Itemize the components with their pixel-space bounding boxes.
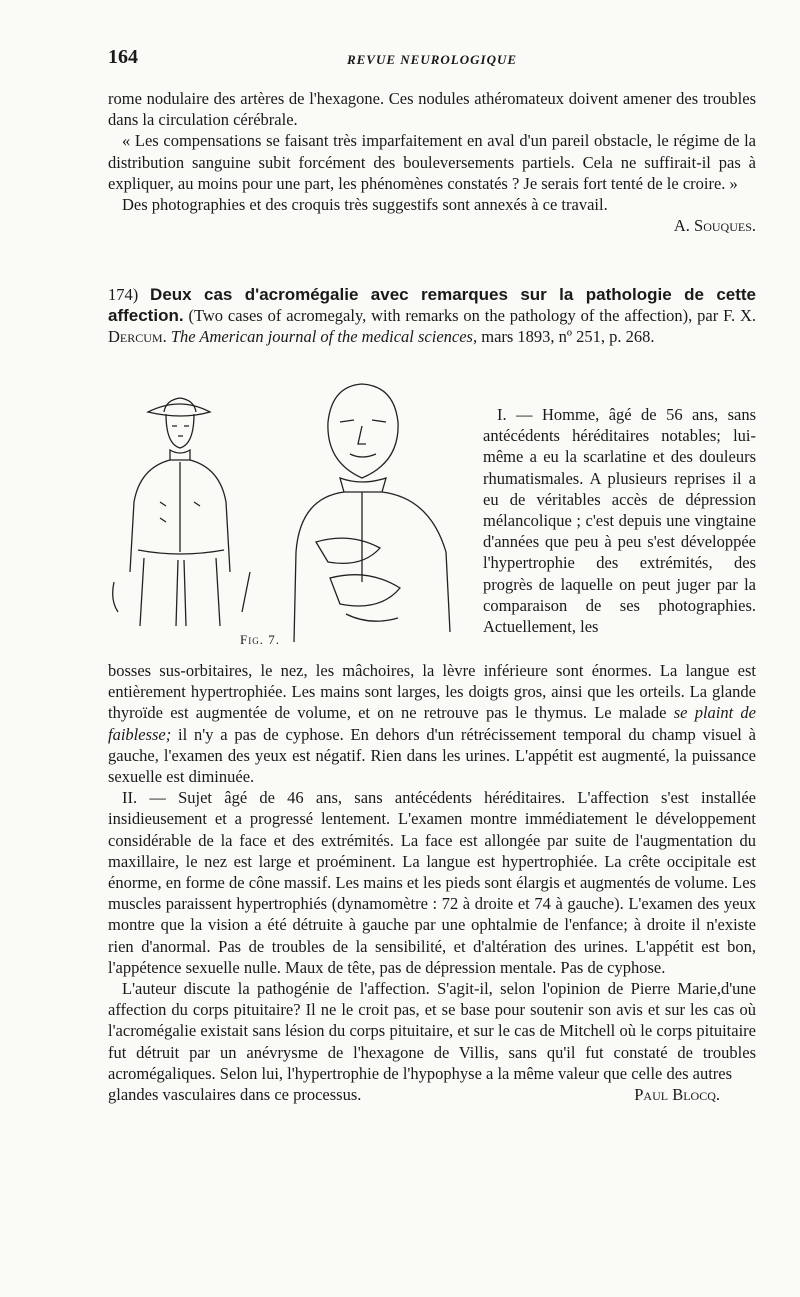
case-1-continuation: bosses sus-orbitaires, le nez, les mâchoires, la lèvre inférieure sont énormes. La langue est entièrement hypertrophiée. Les mains sont larges, les doigts gros, ainsi que les orteils. La glande thyroïde est augmentée de volume, et on ne retrouve pas le thymus. Le malade se plaint de faiblesse; il n'y a pas de cyphose. En dehors d'un rétrécissement temporal du champ visuel à gauche, l'examen des yeux est négatif. Rien dans les urines. L'appétit est augmenté, la puissance sexuelle est diminuée. [108, 661, 757, 787]
discussion-paragraph: L'auteur discute la pathogénie de l'affection. S'agit-il, selon l'opinion de Pierre Marie,d'une affection du corps pituitaire? Il ne le croit pas, et se base pour soutenir son avis et sur les cas où l'acromégalie existait sans lésion du corps pituitaire, et sur le cas de Mitchell où le corps pituitaire fut détruit par un anévrysme de l'hexagone de Villis, sans qu'il fut constaté de troubles acromégaliques. Selon lui, l'hypertrophie de l'hypophyse a la même valeur que celle des autres [108, 979, 756, 1083]
mouth [350, 454, 376, 457]
page-header [108, 46, 756, 76]
article-title: Deux cas d'acromégalie avec remarques sur la pathologie de cette affection. [108, 285, 757, 326]
paragraph: rome nodulaire des artères de l'hexagone. Ces nodules athéromateux doivent amener des troubles dans la circulation cérébrale. [108, 89, 756, 130]
belt [138, 550, 224, 554]
legs [140, 558, 220, 626]
lap-line [346, 614, 398, 621]
case-2-paragraph: II. — Sujet âgé de 46 ans, sans antécédents héréditaires. L'affection s'est installée insidieusement et a progressé lentement. L'examen montre immédiatement le développement considérable de la face et des extrémités. La face est allongée par suite de l'augmentation du maxillaire, le nez est large et proéminent. La langue est hypertrophiée. La crête occipitale est énorme, en forme de cône massif. Les mains et les pieds sont élargis et augmentés de volume. Les muscles paraissent hypertrophiés (dynamomètre : 72 à droite et 74 à gauche). L'examen des yeux montre que la vision a été détruite à gauche par une ophtalmie de l'enfance; à droite il n'existe rien d'anormal. Pas de troubles de la sensibilité, et d'altération des urines. L'appétit est bon, l'appétence sexuelle nulle. Maux de tête, pas de dépression mentale. Pas de cyphose. [108, 788, 756, 977]
face [172, 426, 189, 436]
running-title: REVUE NEUROLOGIQUE [346, 52, 518, 67]
paragraph: Des photographies et des croquis très suggestifs sont annexés à ce travail. [122, 195, 608, 215]
review-author: A. Souques. [673, 216, 756, 236]
brows [340, 420, 386, 422]
large-head [328, 384, 398, 478]
closing-line: glandes vasculaires dans ce processus. Paul Blocq. [108, 1084, 756, 1105]
nose [358, 426, 366, 444]
paragraph: I. — Homme, âgé de 56 ans, sans antécédents héréditaires notables; lui-même a eu la scarlatine et des douleurs rhumatismales. A plusieurs reprises il a eu de véritables accès de dépression mélancolique ; c'est depuis une vingtaine d'années que peu à peu s'est développée l'hypertrophie des extrémités, des progrès de laquelle on peut juger par la comparaison de ses photographies. Actuellement, les [483, 405, 756, 637]
previous-review [108, 88, 756, 236]
article-heading [108, 284, 756, 348]
head [166, 414, 194, 448]
bow-tie-collar [340, 478, 386, 492]
case-1-side-text [483, 404, 756, 637]
collar [170, 450, 190, 460]
portrait-drawing [294, 384, 450, 642]
journal-name: The American journal of the medical sciences, [170, 327, 478, 347]
journal-reference: mars 1893, nº 251, p. 268. [481, 327, 655, 347]
standing-man-drawing [113, 398, 250, 626]
second-hand [330, 575, 400, 606]
review-author-final: Paul Blocq. [634, 1085, 720, 1105]
acromegaly-illustration [100, 382, 490, 654]
hat [148, 404, 210, 416]
arms [113, 572, 250, 612]
large-hand [316, 538, 380, 563]
article-citation [108, 284, 756, 348]
main-text [108, 660, 756, 1105]
figure-7 [100, 382, 490, 654]
article-translation: (Two cases of acromegaly, with remarks on the pathology of the affection), par F. X. [188, 306, 756, 326]
jacket [294, 492, 450, 642]
paragraph: « Les compensations se faisant très imparfaitement en aval d'un pareil obstacle, le régime de la distribution sanguine subit forcément des bouleversements partiels. Cela ne suffirait-il pas à expliquer, au moins pour une part, les phénomènes constatés ? Je serais fort tenté de le croire. » [108, 131, 756, 193]
page-number: 164 [108, 46, 138, 68]
article-number: 174) [108, 285, 139, 304]
figure-caption: Fig. 7. [240, 632, 280, 647]
article-author: Dercum. [108, 327, 167, 347]
